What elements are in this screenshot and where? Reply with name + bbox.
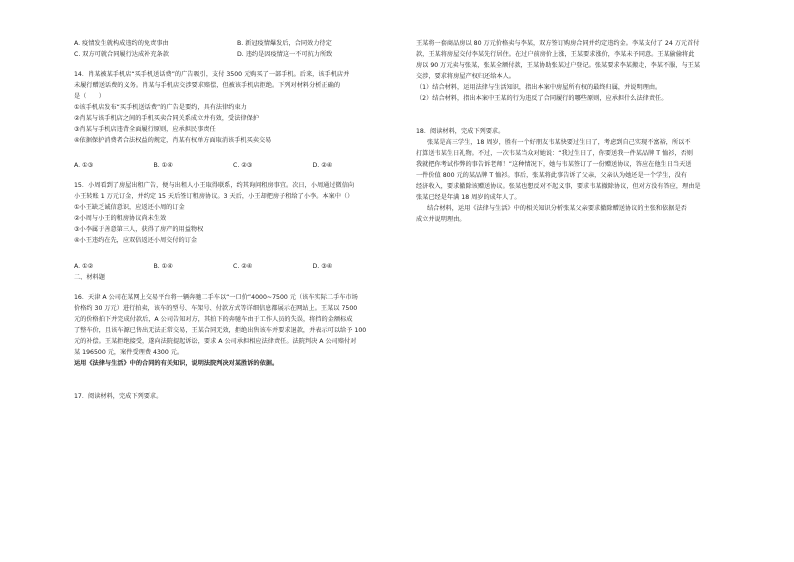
- q15-line: 15．小周看到了房屋出租广告，便与出租人小王取得联系，约其询问租房事宜。次日，小周通过微信向: [74, 182, 355, 190]
- q17-sub-1: （1）结合材料，运用法律与生活知识，指出本案中房屋所有权的最终归属，并说明理由。: [416, 84, 662, 92]
- q18-line: 我就把你考试作弊的事告诉老师！”这种情况下，她与韦某签订了一份赠送协议，答应在他生日当天送: [416, 161, 692, 169]
- q14-line: 是（ ）: [74, 93, 105, 101]
- q18-line: 经济收入，要求撤除该赠送协议。张某也想反对不起义事，要求韦某撤除协议，但对方没有答应，理由是: [416, 183, 701, 191]
- q14-options: [74, 160, 392, 171]
- q17-heading: 17．阅读材料，完成下列要求。: [74, 392, 163, 400]
- q17-line: 房以 90 万元卖与张某，张某全额付款，王某协助张某过户登记。张某要求李某搬走，李某不服，与王某: [416, 62, 701, 70]
- q16-line: 16．天津 A 公司在某网上交易平台将一辆奔驰二手车以“一口价”4000~7500 元（该车实际二手车市场: [74, 293, 358, 301]
- q15-statement: ④小王违约在先，应双倍返还小周交付的订金: [74, 237, 198, 245]
- q14-statement: ①该手机店发布“买手机送话费”的广告是要约，具有法律约束力: [74, 104, 247, 112]
- q14-statement: ②肖某与该手机店之间的手机买卖合同关系成立并有效，受法律保护: [74, 115, 259, 123]
- q14-option-d: D. ②④: [312, 162, 333, 170]
- q16-line: 元的价格拍下并完成付款后，A 公司告知对方，其拍下的奔驰车由于工作人员的失误，将挡的金额标成: [74, 315, 353, 323]
- q18-material: [416, 137, 736, 225]
- q15-option-d: D. ③④: [312, 262, 333, 270]
- question-15: [74, 180, 392, 246]
- q17-material: [416, 38, 736, 104]
- q15-options: [74, 261, 392, 272]
- q15-statement: ①小王缺乏诚信意识，应返还小周的订金: [74, 204, 185, 212]
- q18-question: 成立并说明理由。: [416, 216, 466, 224]
- q16-line: 元的补偿。王某拒绝接受，遂向法院提起诉讼，要求 A 公司承担相应法律责任。法院判决 A 公司赔付对: [74, 337, 357, 345]
- q16-line: 某 196500 元，案件受理费 4300 元。: [74, 348, 184, 356]
- q13-option-b: B. 新冠疫情爆发后，合同效力待定: [237, 40, 332, 47]
- question-14: [74, 69, 392, 146]
- q15-statement: ③小李属于善意第三人，获得了房产的用益物权: [74, 226, 204, 234]
- q14-option-a: A. ①③: [74, 162, 94, 170]
- q17-line: 交涉，要求将房屋产权归还给本人。: [416, 73, 515, 81]
- q14-option-b: B. ①④: [153, 162, 173, 170]
- q17-sub-2: （2）结合材料，指出本案中王某的行为违反了合同履行的哪些原则，应承担什么法律责任。: [416, 95, 668, 103]
- q13-options: [74, 38, 392, 60]
- right-column: [416, 38, 736, 225]
- q14-statement: ③肖某与手机店违背全面履行原则，应承担民事责任: [74, 126, 216, 134]
- q14-option-c: C. ②③: [233, 162, 253, 170]
- q14-line: 14．肖某被某手机店“买手机送话费”的广告吸引，支付 3500 元购买了一部手机。后来，该手机店并: [74, 71, 350, 79]
- q13-option-c: C. 双方可就合同履行达成补充条款: [74, 51, 169, 59]
- q16-question: 运用《法律与生活》中的合同的有关知识，说明法院判决对某胜诉的依据。: [74, 359, 279, 367]
- q15-option-c: C. ②④: [233, 262, 253, 270]
- q15-line: 小王转账 1 万元订金，并约定 15 天后签订租房协议。3 天后，小王却把房子租给了小李。本案中（）: [74, 193, 354, 201]
- q13-option-d: D. 违约是因疫情这一不可抗力所致: [237, 51, 333, 59]
- question-16: [74, 292, 392, 369]
- q16-line: 价格约 30 万元）进行拍卖，该车的型号、车架号、付款方式等详细信息都展示在网站上。王某以 7500: [74, 304, 358, 312]
- q16-line: 了整车价，且该车源已售出无法正常交易，王某合同无效，拒绝出售该车并要求退款，并表示可以给予 100: [74, 326, 367, 334]
- q18-line: 一件价值 800 元的某品牌 T 恤衫。事后，张某将此事告诉了父亲，父亲认为她还是一个学生，没有: [416, 172, 687, 180]
- q15-option-a: A. ①②: [74, 262, 94, 270]
- q15-statement: ②小周与小王的租房协议尚未生效: [74, 215, 167, 223]
- q18-line: 打算送韦某生日礼物。不过，一次韦某当众对她说：“我过生日了，你要送我一件某品牌 T 恤衫，否则: [416, 150, 693, 158]
- q18-line: 张某已经是年满 18 周岁的成年人了。: [416, 194, 521, 202]
- q14-statement: ④依据保护消费者合法权益的规定，肖某有权单方面取消该手机买卖交易: [74, 137, 272, 145]
- q18-line: 张某是高三学生，18 周岁，胜有一个好朋友韦某快要过生日了，考虑到自己实现不富裕，所以不: [427, 139, 691, 147]
- left-column: [74, 38, 392, 402]
- q18-heading: 18．阅读材料，完成下列要求。: [416, 128, 505, 136]
- q18-question: 结合材料，运用《法律与生活》中的相关知识分析张某父亲要求撤除赠送协议的主张和依据是否: [427, 205, 687, 213]
- q14-line: 未履行赠送话费的义务。肖某与手机店交涉要求赔偿，但被该手机店拒绝。下列对材料分析正确的: [74, 82, 341, 90]
- q15-option-b: B. ①④: [153, 262, 173, 270]
- q17-line: 王某将一套商品房以 80 万元价格卖与李某，双方签订购房合同并约定违约金。李某支付了 24 万元首付: [416, 40, 700, 47]
- section-title: 二、材料题: [74, 273, 105, 281]
- q17-line: 款，王某将房屋交付李某先行居住。在过户前房价上涨，王某要求涨价，李某未予同意。王某偷偷将此: [416, 51, 695, 59]
- q13-option-a: A. 疫情发生就构成违约的免责事由: [74, 40, 169, 47]
